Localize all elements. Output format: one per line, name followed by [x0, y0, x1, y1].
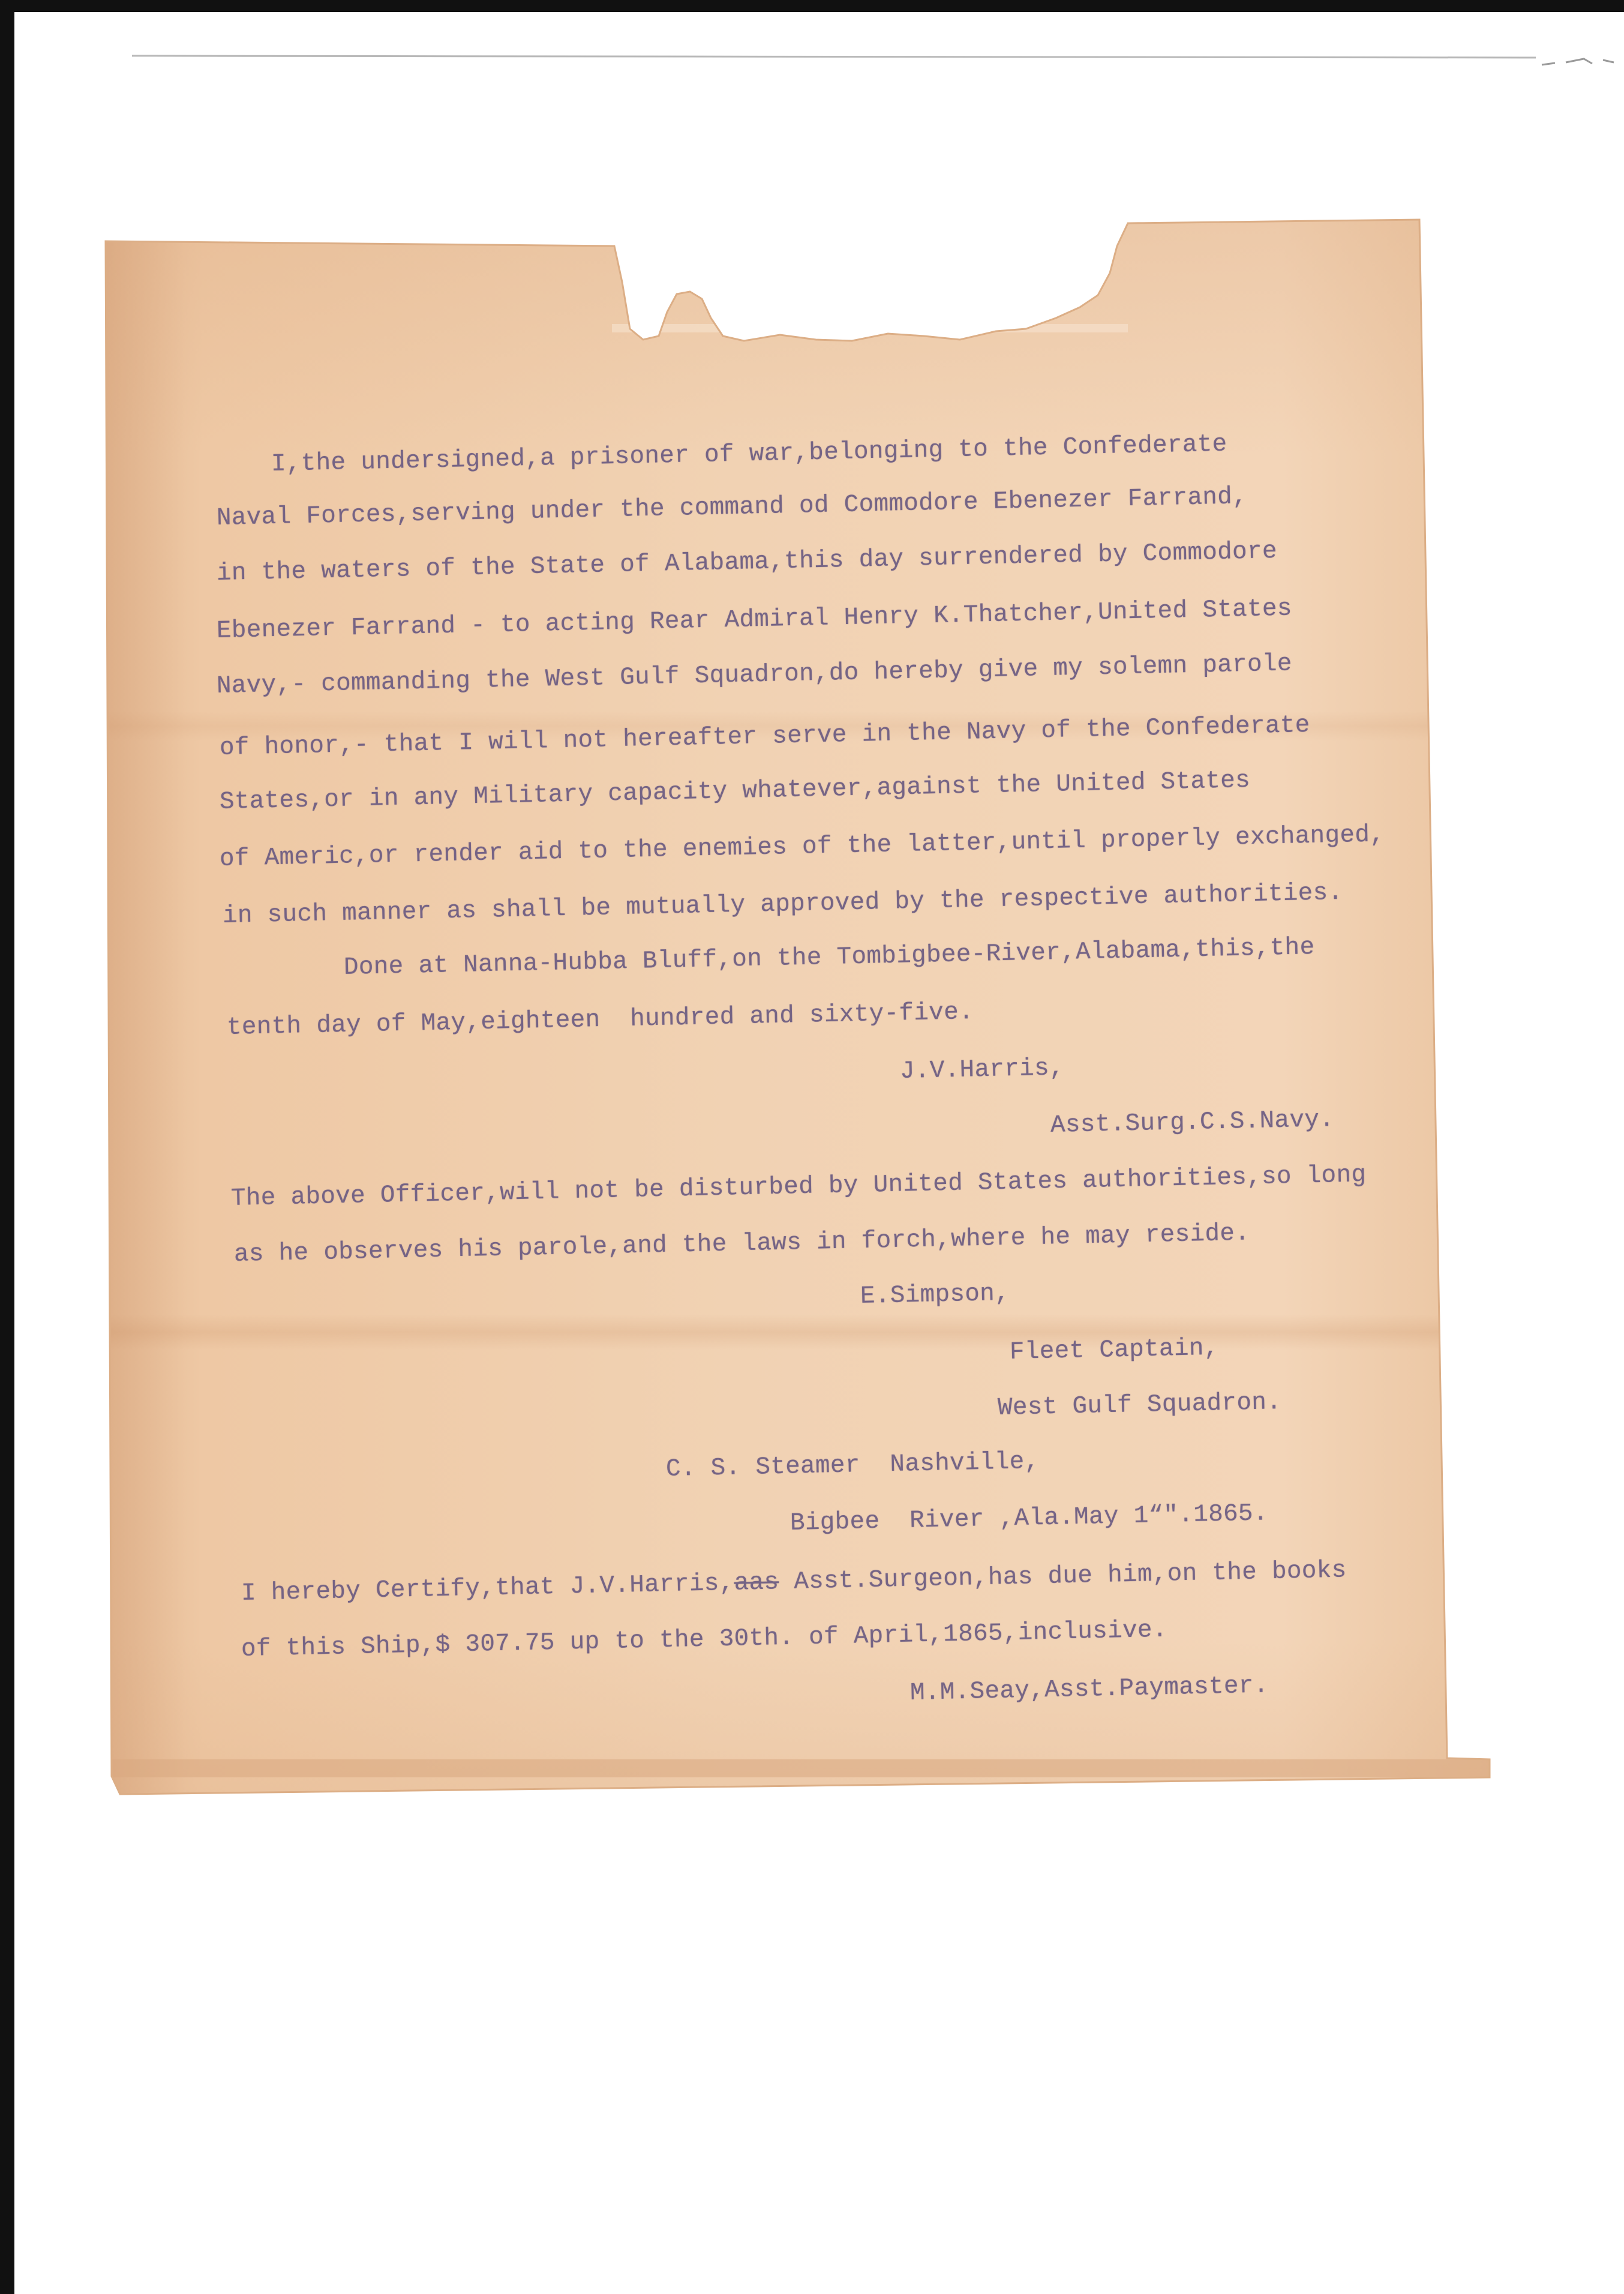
paper-fold-crease-lower	[102, 1314, 1494, 1350]
parole-text-line: in the waters of the State of Alabama,this day surrendered by Commodore	[216, 537, 1278, 587]
paper-left-shade	[102, 216, 186, 1800]
endorser-signature-title: Fleet Captain,	[1009, 1334, 1220, 1366]
certificate-line-end: Asst.Surgeon,has due him,on the books	[778, 1557, 1347, 1597]
parole-text-line: States,or in any Military capacity whatever,against the United States	[219, 767, 1251, 816]
parole-text-line: of Americ,or render aid to the enemies of the latter,until properly exchanged,	[219, 821, 1385, 873]
parole-text-line: of honor,- that I will not hereafter serve in the Navy of the Confederate	[219, 711, 1311, 762]
parole-text-line: in such manner as shall be mutually approved by the respective authorities.	[222, 878, 1343, 930]
scan-border-left	[0, 0, 14, 2294]
scan-border-top	[0, 0, 1624, 12]
struck-out-text: aas	[734, 1569, 779, 1597]
endorser-signature-unit: West Gulf Squadron.	[997, 1389, 1282, 1422]
prisoner-signature-name: J.V.Harris,	[899, 1054, 1065, 1085]
paper-bottom-strip	[102, 1759, 1494, 1777]
parole-text-line: Ebenezer Farrand - to acting Rear Admiral Henry K.Thatcher,United States	[216, 595, 1293, 645]
paymaster-signature: M.M.Seay,Asst.Paymaster.	[909, 1672, 1269, 1707]
scan-edge-line	[132, 56, 1536, 58]
parole-text-line: Naval Forces,serving under the command od Commodore Ebenezer Farrand,	[216, 483, 1248, 532]
parole-text-line: Navy,- commanding the West Gulf Squadron,do hereby give my solemn parole	[216, 650, 1293, 700]
done-at-line: tenth day of May,eighteen hundred and sixty-five.	[226, 998, 974, 1042]
certificate-vessel: C. S. Steamer Nashville,	[665, 1447, 1040, 1483]
endorsement-text-line: as he observes his parole,and the laws in forch,where he may reside.	[233, 1219, 1250, 1269]
certificate-line-start: I hereby Certify,that J.V.Harris,	[241, 1569, 735, 1608]
endorser-signature-name: E.Simpson,	[860, 1279, 1010, 1311]
certificate-place-date: Bigbee River ,Ala.May 1“".1865.	[790, 1500, 1269, 1537]
scan-edge-marks	[1542, 59, 1614, 65]
parole-text-line: I,the undersigned,a prisoner of war,belonging to the Confederate	[271, 430, 1227, 478]
certificate-text-line: of this Ship,$ 307.75 up to the 30th. of April,1865,inclusive.	[241, 1616, 1168, 1663]
done-at-line: Done at Nanna-Hubba Bluff,on the Tombigbee-River,Alabama,this,the	[343, 934, 1315, 982]
prisoner-signature-title: Asst.Surg.C.S.Navy.	[1050, 1106, 1335, 1139]
endorsement-text-line: The above Officer,will not be disturbed by United States authorities,so long	[230, 1161, 1367, 1213]
paper-torn-fiber	[612, 324, 1128, 332]
